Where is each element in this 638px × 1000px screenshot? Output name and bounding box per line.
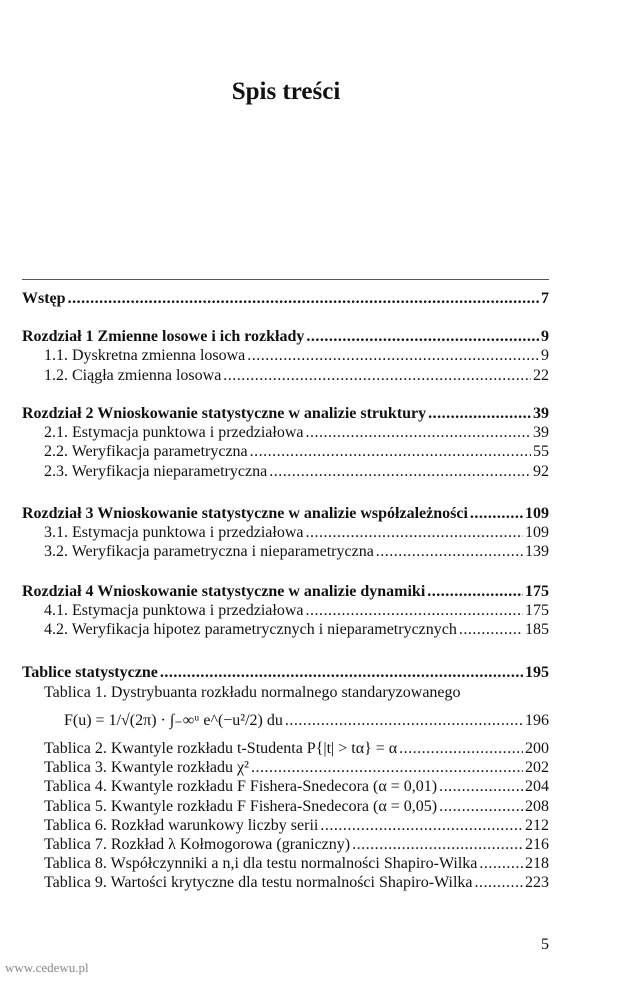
toc-entry [44,739,549,758]
toc-page: 218 [525,855,549,872]
toc-page: 39 [533,405,549,422]
dot-leader [305,423,531,442]
page-title: Spis treści [231,78,341,105]
toc-label: Tablica 4. Kwantyle rozkładu F Fishera-Snedecora (α = 0,01) [44,778,438,795]
toc-page: 9 [541,347,549,364]
dot-leader [470,504,523,523]
dot-leader [459,620,523,639]
dot-leader [223,366,531,385]
toc-entry [44,423,549,442]
toc-label: Tablica 8. Współczynniki a n,i dla testu normalności Shapiro-Wilka [44,855,478,872]
toc-entry [44,683,549,702]
dot-leader [305,601,523,620]
toc-entry [44,777,549,796]
toc-entry [44,523,549,542]
toc-label: 2.2. Weryfikacja parametryczna [44,443,248,460]
toc-label: Tablica 5. Kwantyle rozkładu F Fishera-Snedecora (α = 0,05) [44,798,438,815]
toc-entry [64,711,549,730]
toc-chapter [22,663,549,682]
page-number: 5 [541,936,549,953]
toc-page: 208 [525,798,549,815]
toc-page: 55 [533,443,549,460]
toc-entry [44,620,549,639]
toc-label: Tablica 9. Wartości krytyczne dla testu normalności Shapiro-Wilka [44,874,473,891]
dot-leader [250,442,531,461]
toc-label: 4.2. Weryfikacja hipotez parametrycznych i nieparametrycznych [44,621,457,638]
dot-leader [251,758,523,777]
toc-label: 1.1. Dyskretna zmienna losowa [44,347,246,364]
toc-entry [44,462,549,481]
dot-leader [320,816,523,835]
toc-label: 2.1. Estymacja punktowa i przedziałowa [44,424,304,441]
footer-url: www.cedewu.pl [5,960,89,975]
toc-page: 175 [525,583,549,600]
toc-page: 39 [533,424,549,441]
toc-label: Rozdział 3 Wnioskowanie statystyczne w analizie współzależności [22,505,468,522]
dot-leader [479,854,523,873]
toc-entry [44,797,549,816]
toc-page: 200 [525,740,549,757]
toc-page: 22 [533,367,549,384]
toc-label: Tablica 6. Rozkład warunkowy liczby serii [44,817,319,834]
toc-page: 216 [525,836,549,853]
toc-entry [44,758,549,777]
toc-label: Tablica 7. Rozkład λ Kołmogorowa (graniczny) [44,836,351,853]
dot-leader [376,542,523,561]
toc-entry [44,542,549,561]
toc-label: 1.2. Ciągła zmienna losowa [44,367,222,384]
toc-label: 4.1. Estymacja punktowa i przedziałowa [44,602,304,619]
toc-entry [44,816,549,835]
toc-chapter [22,404,549,423]
toc-page: 196 [525,712,549,729]
toc-label: F(u) = 1/√(2π) · ∫₋∞ᵘ e^(−u²/2) du [64,712,283,729]
toc-page: 204 [525,778,549,795]
toc-page: 9 [541,328,549,345]
toc-chapter [22,327,549,346]
toc-label: Tablica 1. Dystrybuanta rozkładu normalnego standaryzowanego [44,684,461,701]
toc-page: 212 [525,817,549,834]
dot-leader [399,739,523,758]
dot-leader [428,404,531,423]
dot-leader [306,327,539,346]
divider [22,279,549,280]
toc-label: Rozdział 4 Wnioskowanie statystyczne w analizie dynamiki [22,583,426,600]
toc-page: 92 [533,463,549,480]
toc-entry [44,601,549,620]
toc-label: Tablica 3. Kwantyle rozkładu χ² [44,759,249,776]
dot-leader [352,835,523,854]
dot-leader [68,289,539,308]
toc-entry [44,873,549,892]
toc-page: 195 [525,664,549,681]
dot-leader [247,346,539,365]
dot-leader [439,797,523,816]
toc-entry [44,346,549,365]
toc-page: 109 [525,505,549,522]
toc-entry [44,366,549,385]
toc-label: Rozdział 1 Zmienne losowe i ich rozkłady [22,328,305,345]
toc-page: 202 [525,759,549,776]
dot-leader [439,777,523,796]
toc-label: 3.1. Estymacja punktowa i przedziałowa [44,524,304,541]
dot-leader [305,523,523,542]
toc-entry [44,442,549,461]
toc-label: Tablica 2. Kwantyle rozkładu t-Studenta P{|t| > tα} = α [44,740,398,757]
toc-entry [44,835,549,854]
toc-page: 175 [525,602,549,619]
toc-page: 139 [525,543,549,560]
toc-page: 185 [525,621,549,638]
toc-chapter [22,504,549,523]
toc-label: Wstęp [22,290,66,307]
toc-page: 223 [525,874,549,891]
toc-label: 2.3. Weryfikacja nieparametryczna [44,463,268,480]
toc-chapter [22,289,549,308]
dot-leader [269,462,531,481]
toc-page: 109 [525,524,549,541]
toc-label: 3.2. Weryfikacja parametryczna i nieparametryczna [44,543,374,560]
dot-leader [160,663,523,682]
dot-leader [285,711,523,730]
toc-chapter [22,582,549,601]
dot-leader [475,873,523,892]
toc-page: 7 [541,290,549,307]
toc-label: Tablice statystyczne [22,664,158,681]
toc-entry [44,854,549,873]
toc-label: Rozdział 2 Wnioskowanie statystyczne w analizie struktury [22,405,427,422]
dot-leader [427,582,523,601]
